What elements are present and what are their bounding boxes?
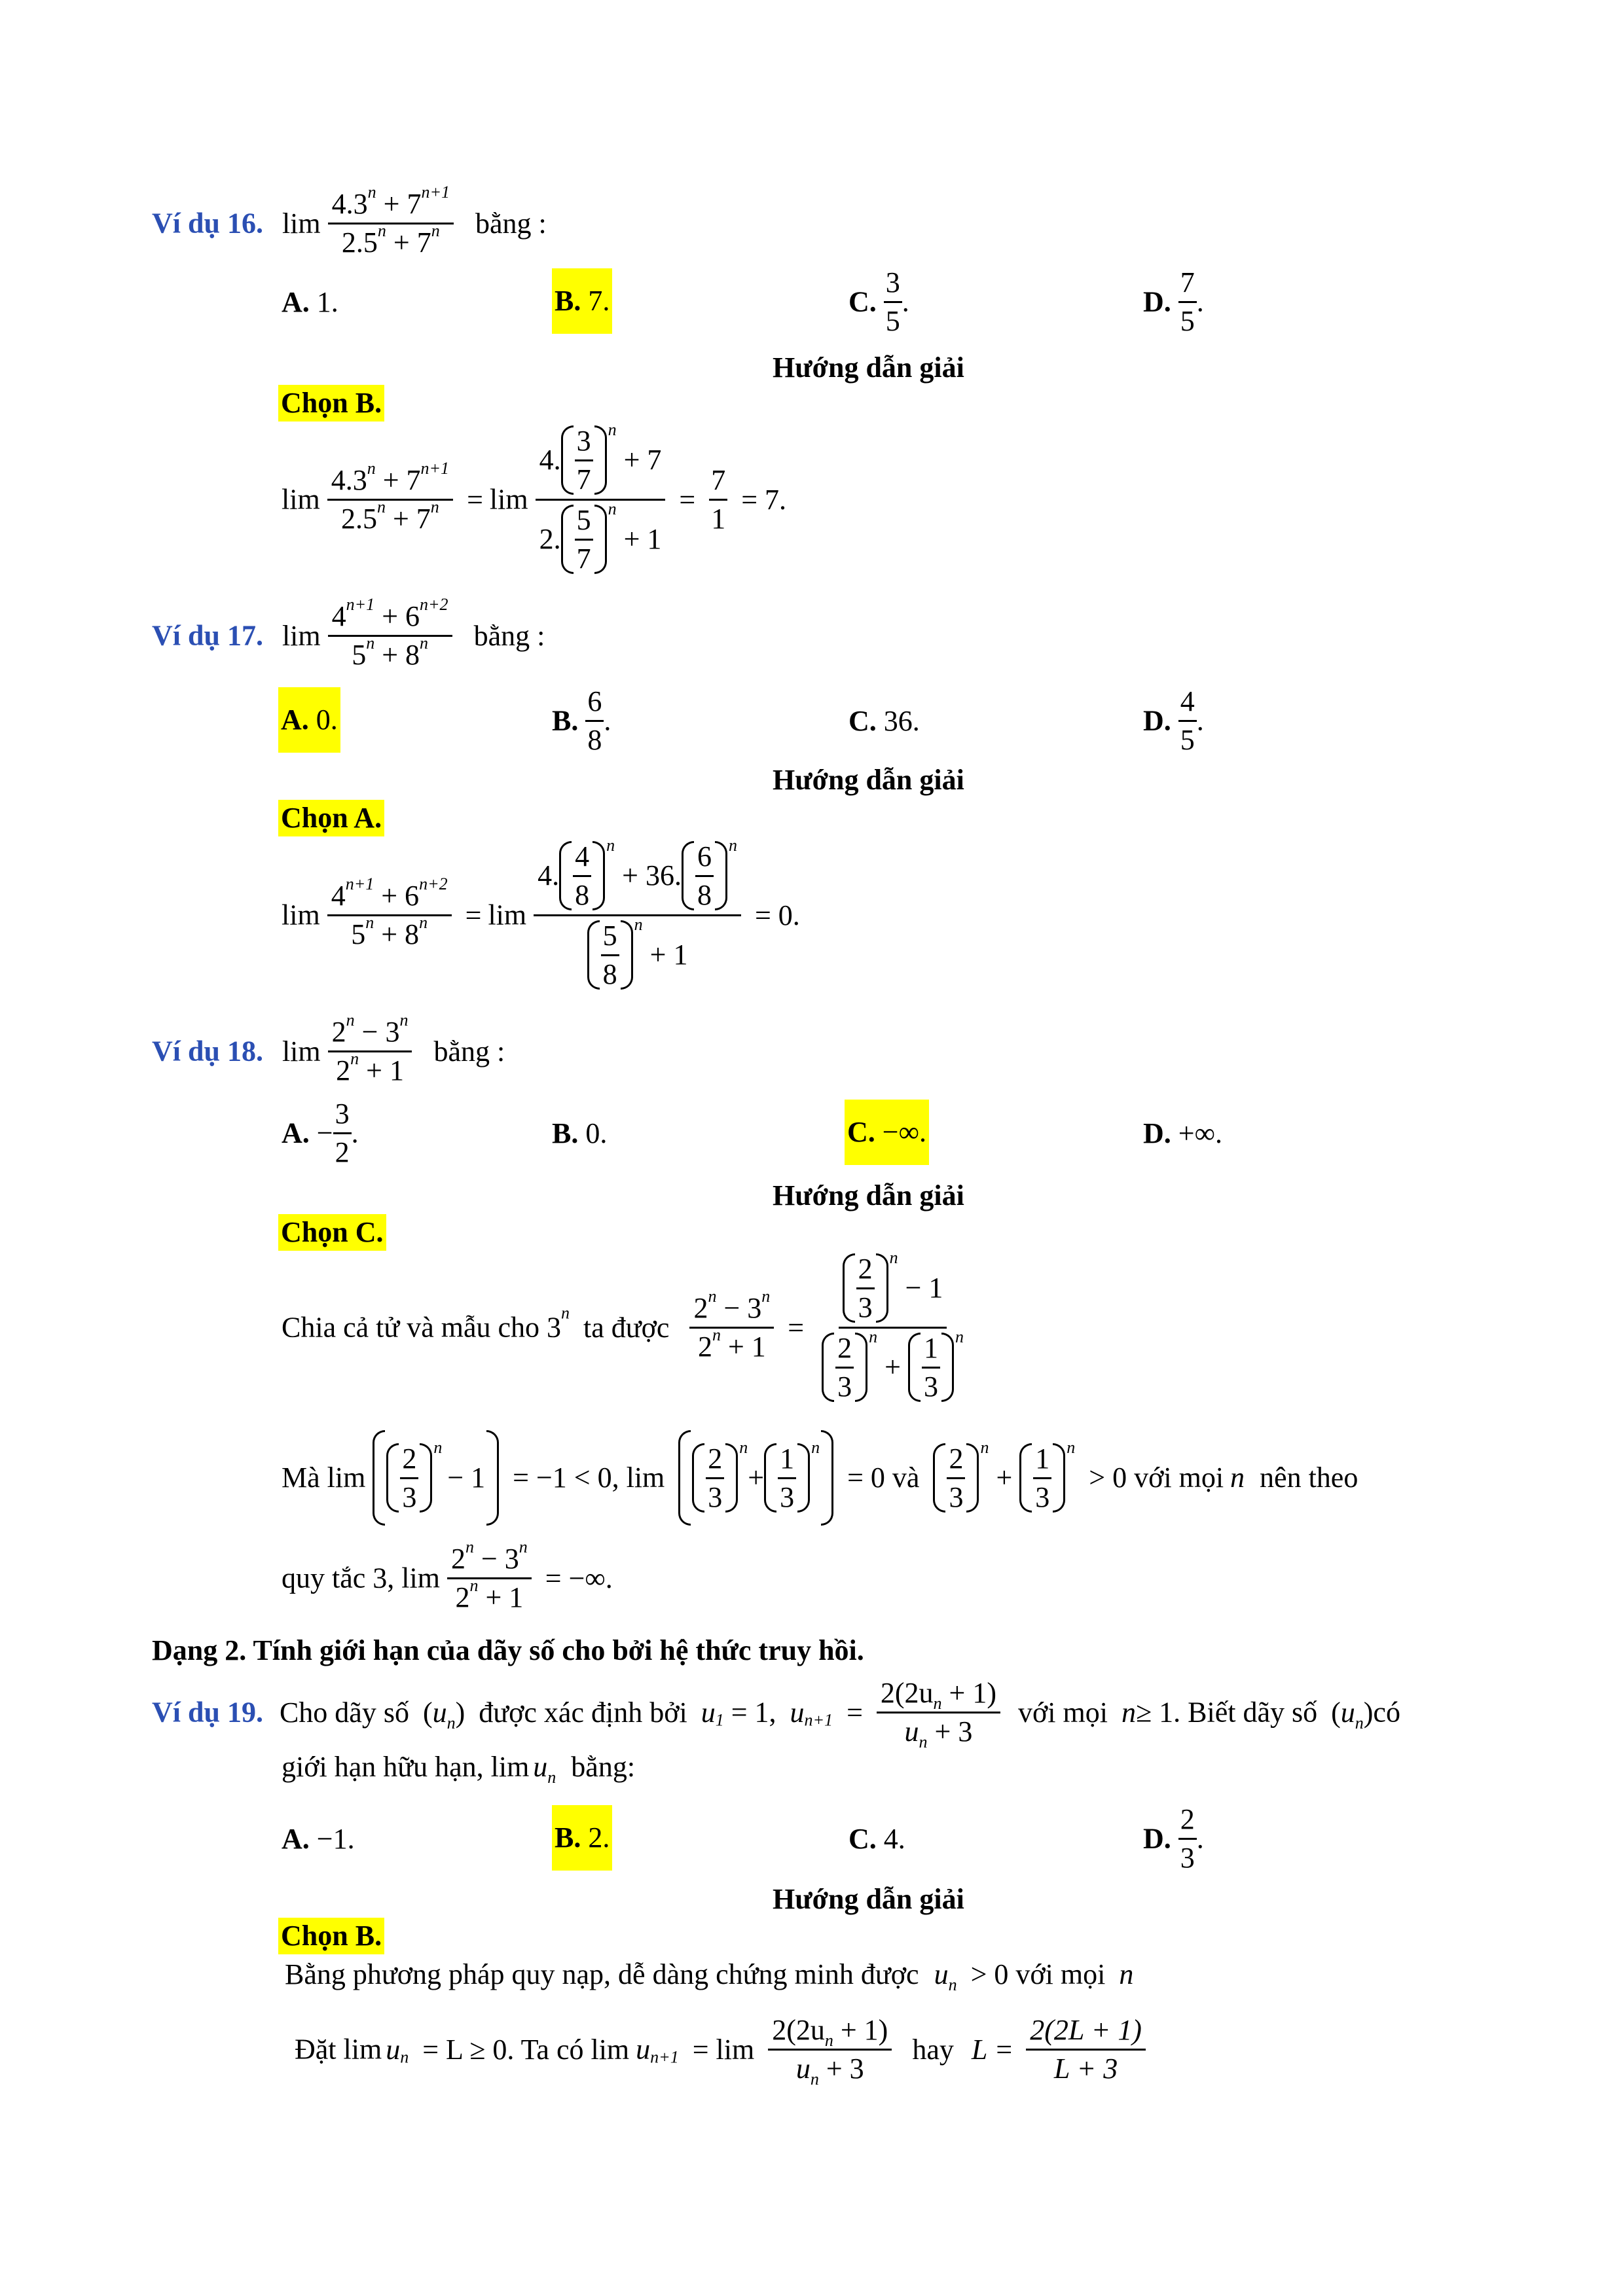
- ex17-option-d: D. $\frac{4}{5}$ .: [1143, 685, 1204, 756]
- cropped-previous-line: [249, 164, 655, 173]
- question-fraction: $\frac{4.3^n + 7^{n+1}}{2.5^n + 7^n}$: [328, 190, 454, 257]
- ex18-solution-line-1: Chia cả tử và mẫu cho 3$^n$ ta được $\frac{2^n - 3^n}{2^n + 1}$ = $\frac{2}{3}$ n − 1 $\frac{2}{3}$ n + $\frac{1}{3}$ n: [282, 1248, 964, 1403]
- ex18-option-c-highlighted: C. −∞.: [845, 1100, 929, 1165]
- ex19-option-d: D. $\frac{2}{3}$ .: [1143, 1803, 1204, 1874]
- ex17-guide-heading: Hướng dẫn giải: [773, 764, 964, 796]
- section-heading: Dạng 2. Tính giới hạn của dãy số cho bởi hệ thức truy hồi.: [152, 1634, 864, 1666]
- ex18-solution-line-2: Mà lim $\frac{2}{3}$ n − 1 = −1 < 0, lim $\frac{2}{3}$ n + $\frac{1}{3}$ n = 0 và $\frac{2}{3}$ n + $\frac{1}{3}$ n > 0 với mọi n nên theo: [282, 1430, 1358, 1526]
- ex16-choose: Chọn B.: [278, 385, 384, 422]
- ex18-guide-heading: Hướng dẫn giải: [773, 1179, 964, 1211]
- example-16-label: Ví dụ 16.: [152, 207, 263, 240]
- ex17-option-c: C. 36.: [848, 705, 920, 737]
- ex19-option-a: A. −1.: [282, 1823, 355, 1855]
- example-19-label: Ví dụ 19.: [152, 1696, 263, 1729]
- lim-text: lim: [282, 207, 321, 240]
- ex16-guide-heading: Hướng dẫn giải: [773, 351, 964, 384]
- question-suffix: bằng :: [475, 207, 547, 240]
- question-fraction: $\frac{4^{n+1} + 6^{n+2}}{5^n + 8^n}$: [328, 602, 452, 670]
- example-17-question: Ví dụ 17. lim $\frac{4^{n+1} + 6^{n+2}}{5^n + 8^n}$ bằng :: [152, 595, 545, 671]
- example-17-label: Ví dụ 17.: [152, 619, 263, 652]
- ex19-guide-heading: Hướng dẫn giải: [773, 1883, 964, 1915]
- ex18-option-b: B. 0.: [552, 1117, 608, 1149]
- ex17-option-a-highlighted: A. 0.: [278, 687, 340, 753]
- example-18-label: Ví dụ 18.: [152, 1035, 263, 1067]
- example-19-question: Ví dụ 19. Cho dãy số $(u_n)$ được xác định bởi $u_1 = 1$, $u_{n+1}$ = $\frac{2(2u_n + 1)}{u_n + 3}$ với mọi n≥ 1. Biết dãy số $(u_n)có$: [152, 1677, 1400, 1751]
- ex17-choose: Chọn A.: [278, 800, 384, 836]
- ex19-option-c: C. 4.: [848, 1823, 905, 1855]
- ex18-choose: Chọn C.: [278, 1214, 386, 1251]
- ex17-option-b: B. $\frac{6}{8}$ .: [552, 685, 611, 756]
- ex18-option-a: A. − $\frac{3}{2}$ .: [282, 1098, 359, 1168]
- ex17-solution: lim $\frac{4^{n+1} + 6^{n+2}}{5^n + 8^n}$ = lim 4. $\frac{4}{8}$ n + 36. $\frac{6}{8}$ n $\frac{5}{8}$ n + 1 = 0.: [282, 836, 800, 990]
- example-18-question: Ví dụ 18. lim $\frac{2^n - 3^n}{2^n + 1}$ bằng :: [152, 1011, 505, 1086]
- ex18-option-d: D. +∞.: [1143, 1117, 1222, 1149]
- ex19-question-line-2: giới hạn hữu hạn, $\lim u_n$ bằng:: [282, 1751, 636, 1787]
- ex18-solution-line-3: quy tắc 3, lim $\frac{2^n - 3^n}{2^n + 1}$ = −∞.: [282, 1537, 613, 1613]
- ex19-solution-line-2: Đặt $\lim u_n = L \ge 0$. Ta có $\lim u_{n+1} = \lim$ $\frac{2(2u_n + 1)}{u_n + 3}$ hay L = $\frac{2(2L + 1)}{L + 3}$: [295, 2016, 1146, 2083]
- example-16-question: [152, 183, 547, 259]
- ex16-option-d: D. $\frac{7}{5}$ .: [1143, 266, 1204, 337]
- ex16-option-c: C. $\frac{3}{5}$ .: [848, 266, 909, 337]
- ex19-choose: Chọn B.: [278, 1918, 384, 1954]
- ex19-option-b-highlighted: B. 2.: [552, 1805, 612, 1871]
- ex16-solution: lim $\frac{4.3^n + 7^{n+1}}{2.5^n + 7^n}$ = lim 4. $\frac{3}{7}$ n + 7 2. $\frac{5}{7}$ n + 1 = $\frac{7}{1}$ = 7.: [282, 420, 787, 575]
- ex19-solution-line-1: Bằng phương pháp quy nạp, dễ dàng chứng minh được $u_n > 0$ với mọi n: [285, 1958, 1134, 1994]
- ex16-option-a: A. 1.: [282, 286, 338, 318]
- ex16-option-b-highlighted: B. 7.: [552, 268, 612, 334]
